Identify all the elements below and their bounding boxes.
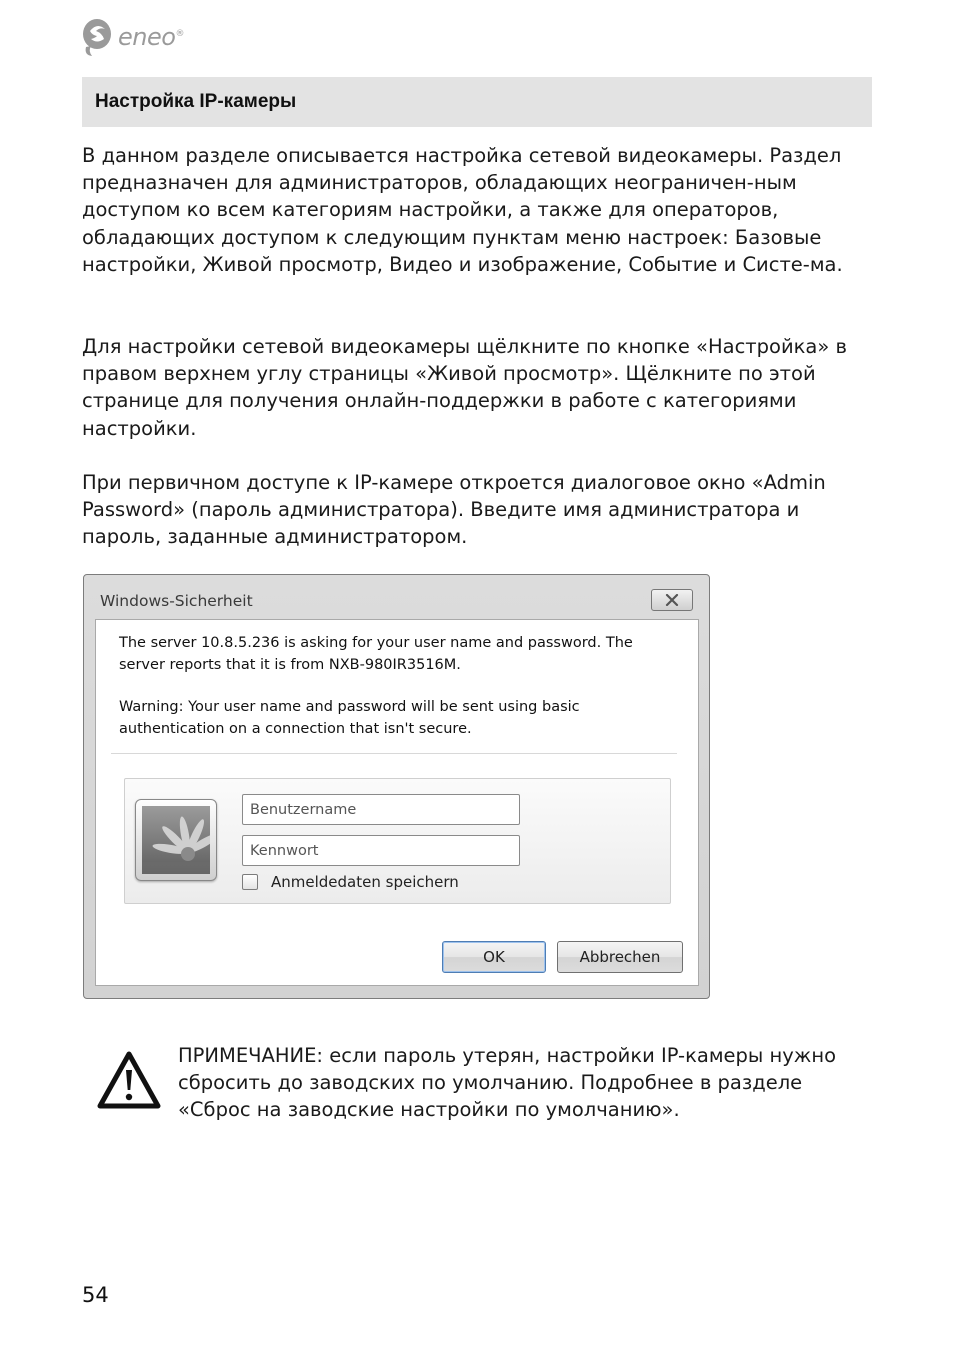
close-icon bbox=[663, 594, 681, 606]
logo-text: eneo® bbox=[118, 23, 184, 51]
dialog-message: The server 10.8.5.236 is asking for your user name and password. The server reports that it is from NXB-980IR3516M. bbox=[119, 635, 633, 673]
windows-security-dialog bbox=[83, 574, 710, 999]
remember-label: Anmeldedaten speichern bbox=[271, 873, 459, 891]
username-input[interactable] bbox=[242, 794, 520, 825]
dialog-warning: Warning: Your user name and password will be sent using basic authentication on a connection that isn't secure. bbox=[119, 699, 580, 737]
remember-checkbox[interactable] bbox=[242, 874, 258, 890]
warning-triangle-icon bbox=[96, 1050, 162, 1110]
note-text: ПРИМЕЧАНИЕ: если пароль утерян, настройки IP-камеры нужно сбросить до заводских по умолчанию. Подробнее в разделе «Сброс на заводские настройки по умолчанию». bbox=[178, 1044, 837, 1122]
section-title: Настройка IP-камеры bbox=[95, 91, 297, 112]
section-header bbox=[82, 77, 872, 127]
page-number: 54 bbox=[82, 1283, 109, 1307]
cancel-button[interactable]: Abbrechen bbox=[557, 941, 683, 973]
eneo-logo bbox=[80, 16, 184, 58]
dialog-close-button[interactable] bbox=[651, 589, 693, 611]
dialog-title: Windows-Sicherheit bbox=[100, 592, 253, 610]
paragraph-setup: Для настройки сетевой видеокамеры щёлкните по кнопке «Настройка» в правом верхнем углу страницы «Живой просмотр». Щёлкните по этой странице для получения онлайн-поддержки в работе с категориями настройки. bbox=[82, 335, 847, 440]
user-avatar bbox=[135, 799, 217, 881]
paragraph-first-access: При первичном доступе к IP-камере откроется диалоговое окно «Admin Password» (пароль администратора). Введите имя администратора и пароль, заданные администратором. bbox=[82, 471, 826, 549]
paragraph-intro: В данном разделе описывается настройка сетевой видеокамеры. Раздел предназначен для администраторов, обладающих неограничен-ным доступом ко всем категориям настройки, а также для операторов, обладающих доступом к следующим пунктам меню настроек: Базовые настройки, Живой просмотр, Видео и изображение, Событие и Систе-ма. bbox=[82, 144, 843, 276]
flower-avatar-icon bbox=[142, 806, 210, 874]
eneo-logo-icon bbox=[80, 17, 114, 57]
dialog-content bbox=[95, 619, 699, 986]
dialog-separator bbox=[111, 753, 677, 754]
remember-credentials[interactable] bbox=[242, 873, 459, 891]
credential-box bbox=[124, 778, 671, 904]
password-input[interactable] bbox=[242, 835, 520, 866]
ok-button[interactable]: OK bbox=[442, 941, 546, 973]
